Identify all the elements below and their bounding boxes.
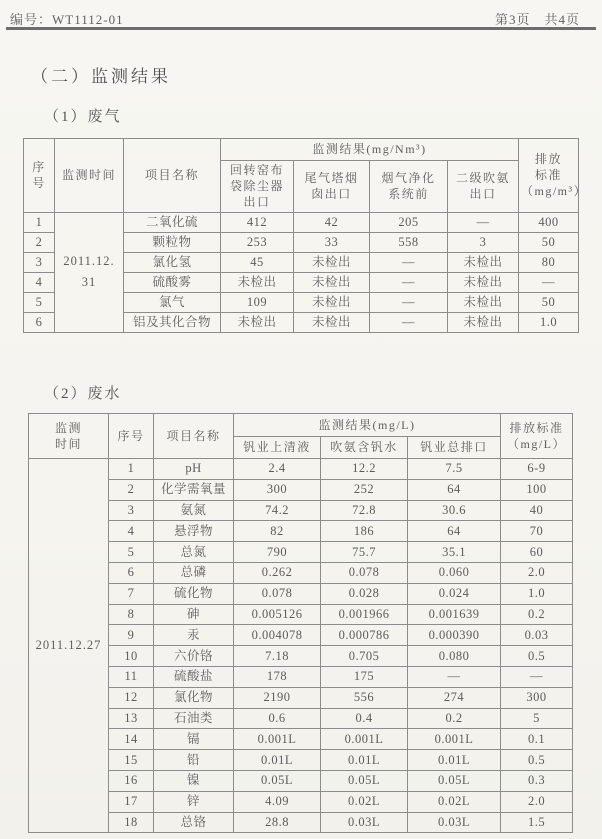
table-cell: 300 bbox=[501, 687, 573, 708]
table-cell: 0.03L bbox=[408, 812, 501, 833]
waste-water-table bbox=[28, 413, 573, 833]
table-row bbox=[29, 521, 573, 542]
table-cell: 82 bbox=[234, 521, 321, 542]
table-cell: 7.18 bbox=[234, 646, 321, 667]
table-cell: 0.02L bbox=[321, 791, 408, 812]
table-cell: 0.4 bbox=[321, 708, 408, 729]
table-row bbox=[29, 812, 573, 833]
table-cell: 3 bbox=[24, 252, 55, 272]
table-cell: 硫酸雾 bbox=[124, 272, 221, 292]
table-cell: 100 bbox=[501, 479, 573, 500]
table-cell: 74.2 bbox=[234, 500, 321, 521]
table-cell: 总氮 bbox=[154, 542, 234, 563]
table-cell: 253 bbox=[221, 232, 294, 252]
table-cell: 总铬 bbox=[154, 812, 234, 833]
table-cell: 300 bbox=[234, 479, 321, 500]
table-row bbox=[29, 542, 573, 563]
table-cell: 17 bbox=[109, 791, 154, 812]
column-header-secondary-ammonia-outlet: 二级吹氨 出口 bbox=[448, 161, 519, 213]
table-cell: 0.01L bbox=[408, 750, 501, 771]
table-cell: 75.7 bbox=[321, 542, 408, 563]
table-cell: 氯化物 bbox=[154, 687, 234, 708]
table-row bbox=[29, 708, 573, 729]
table-cell: 硫酸盐 bbox=[154, 666, 234, 687]
section-title: （二）监测结果 bbox=[31, 67, 171, 86]
table-cell: 70 bbox=[501, 521, 573, 542]
table-cell: 0.03L bbox=[321, 812, 408, 833]
table-row bbox=[29, 770, 573, 791]
table-cell: 0.1 bbox=[501, 729, 573, 750]
table-row bbox=[29, 646, 573, 667]
subsection-title-waste-water: （2）废水 bbox=[44, 386, 122, 402]
table-cell: 化学需氧量 bbox=[154, 479, 234, 500]
table-cell: 未检出 bbox=[294, 252, 370, 272]
table-cell: 1.0 bbox=[519, 312, 579, 332]
table-cell: 0.6 bbox=[234, 708, 321, 729]
table-cell: — bbox=[501, 666, 573, 687]
table-cell: 0.004078 bbox=[234, 625, 321, 646]
table-cell: 9 bbox=[109, 625, 154, 646]
table-cell: pH bbox=[154, 459, 234, 480]
table-cell: 2 bbox=[109, 479, 154, 500]
table-cell: 16 bbox=[109, 770, 154, 791]
table-cell: 205 bbox=[370, 212, 448, 232]
table-cell: — bbox=[448, 212, 519, 232]
table-cell: 0.001966 bbox=[321, 604, 408, 625]
table-cell: 0.080 bbox=[408, 646, 501, 667]
table-cell: 0.2 bbox=[501, 604, 573, 625]
table-cell: 锌 bbox=[154, 791, 234, 812]
table-cell: 铅 bbox=[154, 750, 234, 771]
column-header-standard: 排放标准 （mg/L） bbox=[501, 414, 573, 459]
table-cell: 二氧化硫 bbox=[124, 212, 221, 232]
table-cell: 未检出 bbox=[221, 272, 294, 292]
table-cell: 6-9 bbox=[501, 459, 573, 480]
table-cell: 1.0 bbox=[501, 583, 573, 604]
table-cell: 64 bbox=[408, 479, 501, 500]
table-cell: 11 bbox=[109, 666, 154, 687]
table-cell: 0.262 bbox=[234, 562, 321, 583]
table-cell: 0.078 bbox=[234, 583, 321, 604]
table-cell: 1 bbox=[109, 459, 154, 480]
table-cell: 未检出 bbox=[221, 312, 294, 332]
table-cell: 12.2 bbox=[321, 459, 408, 480]
table-cell: 0.05L bbox=[408, 770, 501, 791]
table-cell: 0.078 bbox=[321, 562, 408, 583]
table-cell: 13 bbox=[109, 708, 154, 729]
table-cell: 未检出 bbox=[448, 272, 519, 292]
table-cell: 氯气 bbox=[124, 292, 221, 312]
column-header-item: 项目名称 bbox=[124, 139, 221, 213]
doc-number: 编号：WT1112-01 bbox=[10, 12, 124, 27]
table-cell: 18 bbox=[109, 812, 154, 833]
table-cell: 0.001L bbox=[408, 729, 501, 750]
table-cell: 60 bbox=[501, 542, 573, 563]
table-cell: 3 bbox=[448, 232, 519, 252]
table-cell: 2 bbox=[24, 232, 55, 252]
column-group-results: 监测结果(mg/Nm³) bbox=[221, 139, 519, 161]
table-row bbox=[29, 750, 573, 771]
table-cell: — bbox=[370, 272, 448, 292]
table-cell: 8 bbox=[109, 604, 154, 625]
table-cell: 未检出 bbox=[448, 252, 519, 272]
table-cell: 0.3 bbox=[501, 770, 573, 791]
table-cell: 未检出 bbox=[294, 272, 370, 292]
table-cell: 178 bbox=[234, 666, 321, 687]
table-row bbox=[29, 729, 573, 750]
table-cell: 未检出 bbox=[294, 292, 370, 312]
column-header-kiln-baghouse-outlet: 回转窑布 袋除尘器 出口 bbox=[221, 161, 294, 213]
table-cell: — bbox=[370, 252, 448, 272]
monitoring-time-cell: 2011.12. 31 bbox=[55, 212, 124, 332]
table-row bbox=[29, 479, 573, 500]
table-cell: 186 bbox=[321, 521, 408, 542]
table-row bbox=[29, 604, 573, 625]
table-row bbox=[29, 500, 573, 521]
table-cell: 石油类 bbox=[154, 708, 234, 729]
waste-gas-table bbox=[23, 138, 588, 333]
table-cell: 0.01L bbox=[234, 750, 321, 771]
table-row bbox=[29, 625, 573, 646]
table-cell: 镉 bbox=[154, 729, 234, 750]
table-cell: 硫化物 bbox=[154, 583, 234, 604]
table-cell: 175 bbox=[321, 666, 408, 687]
table-cell: — bbox=[519, 272, 579, 292]
table-cell: 0.028 bbox=[321, 583, 408, 604]
column-header-seq: 序 号 bbox=[24, 139, 55, 213]
table-cell: 5 bbox=[24, 292, 55, 312]
table-cell: 7.5 bbox=[408, 459, 501, 480]
table-cell: 790 bbox=[234, 542, 321, 563]
table-header-row bbox=[24, 139, 579, 161]
table-cell: 0.5 bbox=[501, 750, 573, 771]
column-group-results: 监测结果(mg/L) bbox=[234, 414, 501, 437]
table-cell: 0.01L bbox=[321, 750, 408, 771]
table-cell: 6 bbox=[109, 562, 154, 583]
column-header-before-gas-purification: 烟气净化 系统前 bbox=[370, 161, 448, 213]
table-cell: 砷 bbox=[154, 604, 234, 625]
table-cell: 50 bbox=[519, 292, 579, 312]
table-cell: 0.705 bbox=[321, 646, 408, 667]
table-cell: 35.1 bbox=[408, 542, 501, 563]
table-cell: 颗粒物 bbox=[124, 232, 221, 252]
table-row bbox=[29, 791, 573, 812]
table-cell: 4.09 bbox=[234, 791, 321, 812]
table-cell: 0.03 bbox=[501, 625, 573, 646]
table-cell: 274 bbox=[408, 687, 501, 708]
table-cell: 0.001L bbox=[321, 729, 408, 750]
table-cell: 558 bbox=[370, 232, 448, 252]
table-cell: 氯化氢 bbox=[124, 252, 221, 272]
table-cell: 0.005126 bbox=[234, 604, 321, 625]
table-cell: 0.05L bbox=[234, 770, 321, 791]
table-cell: 总磷 bbox=[154, 562, 234, 583]
column-header-time: 监测时间 bbox=[55, 139, 124, 213]
column-header-tailgas-stack-outlet: 尾气塔烟 囱出口 bbox=[294, 161, 370, 213]
table-cell: 109 bbox=[221, 292, 294, 312]
table-cell: 40 bbox=[501, 500, 573, 521]
table-cell: 0.02L bbox=[408, 791, 501, 812]
table-cell: 未检出 bbox=[448, 312, 519, 332]
table-cell: 0.001639 bbox=[408, 604, 501, 625]
table-row bbox=[29, 687, 573, 708]
table-cell: — bbox=[370, 312, 448, 332]
column-header-ammonia-vanadium-water: 吹氨含钒水 bbox=[321, 437, 408, 459]
subsection-title-waste-gas: （1）废气 bbox=[44, 109, 122, 125]
table-cell: 0.2 bbox=[408, 708, 501, 729]
table-cell: 7 bbox=[109, 583, 154, 604]
table-cell: 252 bbox=[321, 479, 408, 500]
table-cell: 50 bbox=[519, 232, 579, 252]
table-cell: 0.000786 bbox=[321, 625, 408, 646]
table-cell: 2190 bbox=[234, 687, 321, 708]
column-header-item: 项目名称 bbox=[154, 414, 234, 459]
table-cell: 氨氮 bbox=[154, 500, 234, 521]
table-cell: 14 bbox=[109, 729, 154, 750]
table-cell: 30.6 bbox=[408, 500, 501, 521]
table-row bbox=[29, 666, 573, 687]
table-cell: 4 bbox=[24, 272, 55, 292]
table-cell: 64 bbox=[408, 521, 501, 542]
table-cell: 72.8 bbox=[321, 500, 408, 521]
table-cell: 15 bbox=[109, 750, 154, 771]
table-cell: 5 bbox=[109, 542, 154, 563]
table-cell: 33 bbox=[294, 232, 370, 252]
page-indicator: 第3页 共4页 bbox=[494, 12, 580, 27]
table-cell: 28.8 bbox=[234, 812, 321, 833]
table-cell: 4 bbox=[109, 521, 154, 542]
table-cell: 556 bbox=[321, 687, 408, 708]
table-cell: 镍 bbox=[154, 770, 234, 791]
table-cell: 0.5 bbox=[501, 646, 573, 667]
table-cell: — bbox=[370, 292, 448, 312]
table-cell: 5 bbox=[501, 708, 573, 729]
table-cell: — bbox=[408, 666, 501, 687]
table-cell: 六价铬 bbox=[154, 646, 234, 667]
table-cell: 400 bbox=[519, 212, 579, 232]
table-cell: 2.4 bbox=[234, 459, 321, 480]
column-header-time: 监测 时间 bbox=[29, 414, 109, 459]
table-cell: 0.000390 bbox=[408, 625, 501, 646]
table-row bbox=[29, 459, 573, 480]
table-cell: 45 bbox=[221, 252, 294, 272]
column-header-vanadium-main-outfall: 钒业总排口 bbox=[408, 437, 501, 459]
monitoring-time-cell: 2011.12.27 bbox=[29, 459, 109, 833]
table-header-row bbox=[29, 414, 573, 437]
table-cell: 0.024 bbox=[408, 583, 501, 604]
page-header bbox=[10, 9, 580, 28]
column-header-vanadium-supernatant: 钒业上清液 bbox=[234, 437, 321, 459]
table-cell: 汞 bbox=[154, 625, 234, 646]
table-row bbox=[24, 212, 579, 232]
table-cell: 412 bbox=[221, 212, 294, 232]
table-cell: 0.060 bbox=[408, 562, 501, 583]
column-header-standard: 排放 标准 （mg/m³） bbox=[519, 139, 579, 213]
table-row bbox=[29, 562, 573, 583]
table-cell: 2.0 bbox=[501, 562, 573, 583]
table-cell: 42 bbox=[294, 212, 370, 232]
column-header-seq: 序号 bbox=[109, 414, 154, 459]
table-cell: 未检出 bbox=[448, 292, 519, 312]
table-cell: 1.5 bbox=[501, 812, 573, 833]
table-cell: 2.0 bbox=[501, 791, 573, 812]
table-cell: 3 bbox=[109, 500, 154, 521]
table-cell: 未检出 bbox=[294, 312, 370, 332]
table-cell: 铝及其化合物 bbox=[124, 312, 221, 332]
table-cell: 0.001L bbox=[234, 729, 321, 750]
table-cell: 12 bbox=[109, 687, 154, 708]
table-cell: 1 bbox=[24, 212, 55, 232]
table-cell: 0.05L bbox=[321, 770, 408, 791]
table-cell: 悬浮物 bbox=[154, 521, 234, 542]
table-cell: 6 bbox=[24, 312, 55, 332]
table-cell: 10 bbox=[109, 646, 154, 667]
table-row bbox=[29, 583, 573, 604]
header-divider bbox=[6, 27, 596, 30]
table-cell: 80 bbox=[519, 252, 579, 272]
